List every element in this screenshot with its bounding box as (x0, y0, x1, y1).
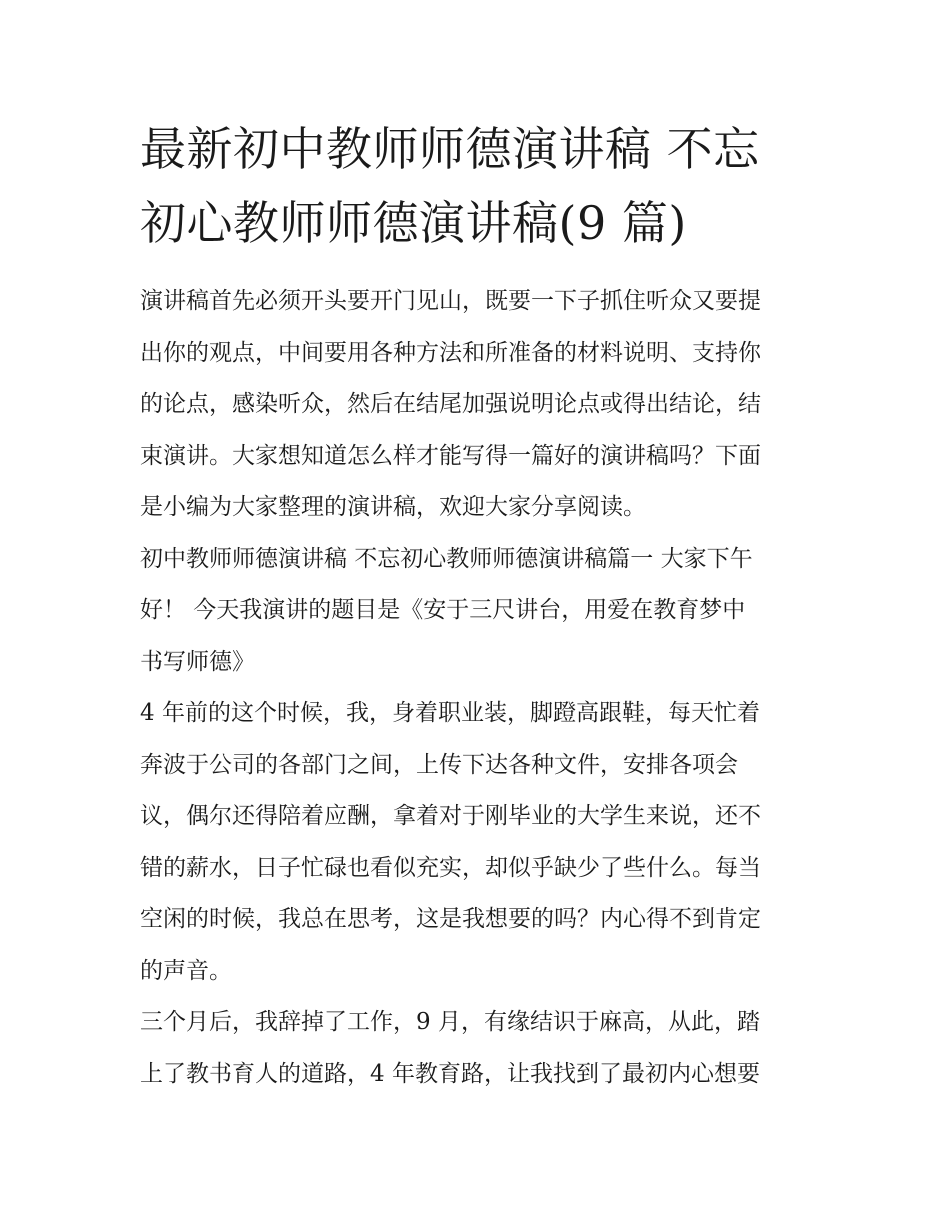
text-line: 奔波于公司的各部门之间，上传下达各种文件，安排各项会 (140, 751, 738, 778)
text-line: 好！ 今天我演讲的题目是《安于三尺讲台，用爱在教育梦中 (140, 597, 746, 623)
paragraph-intro (140, 276, 812, 534)
text-line: 上了教书育人的道路，4 年教育路，让我找到了最初内心想要 (140, 1060, 760, 1087)
text-line: 束演讲。大家想知道怎么样才能写得一篇好的演讲稿吗？下面 (140, 442, 761, 469)
text-line: 初中教师师德演讲稿 不忘初心教师师德演讲稿篇一 大家下午 (140, 545, 753, 572)
text-line: 4 年前的这个时候，我，身着职业装，脚蹬高跟鞋，每天忙着 (140, 700, 760, 726)
title-line: 初心教师师德演讲稿(9 篇) (140, 196, 687, 250)
text-line: 书写师德》 (140, 648, 255, 675)
title-line: 最新初中教师师德演讲稿 不忘 (140, 122, 760, 176)
text-line: 演讲稿首先必须开头要开门见山，既要一下子抓住听众又要提 (140, 288, 761, 314)
text-line: 出你的观点，中间要用各种方法和所准备的材料说明、支持你 (140, 339, 761, 366)
paragraph-story (140, 688, 812, 997)
paragraph-career-change (140, 997, 812, 1100)
paragraph-speech-heading (140, 534, 812, 689)
text-line: 是小编为大家整理的演讲稿，欢迎大家分享阅读。 (140, 494, 646, 520)
text-line: 三个月后，我辞掉了工作，9 月，有缘结识于麻高，从此，踏 (140, 1009, 760, 1035)
text-line: 的论点，感染听众，然后在结尾加强说明论点或得出结论，结 (140, 391, 761, 417)
text-line: 错的薪水，日子忙碌也看似充实，却似乎缺少了些什么。每当 (140, 854, 761, 881)
document-title (140, 112, 812, 260)
text-line: 议，偶尔还得陪着应酬，拿着对于刚毕业的大学生来说，还不 (140, 803, 761, 829)
document-page (140, 112, 812, 1100)
text-line: 空闲的时候，我总在思考，这是我想要的吗？内心得不到肯定 (140, 906, 761, 932)
text-line: 的声音。 (140, 957, 232, 984)
